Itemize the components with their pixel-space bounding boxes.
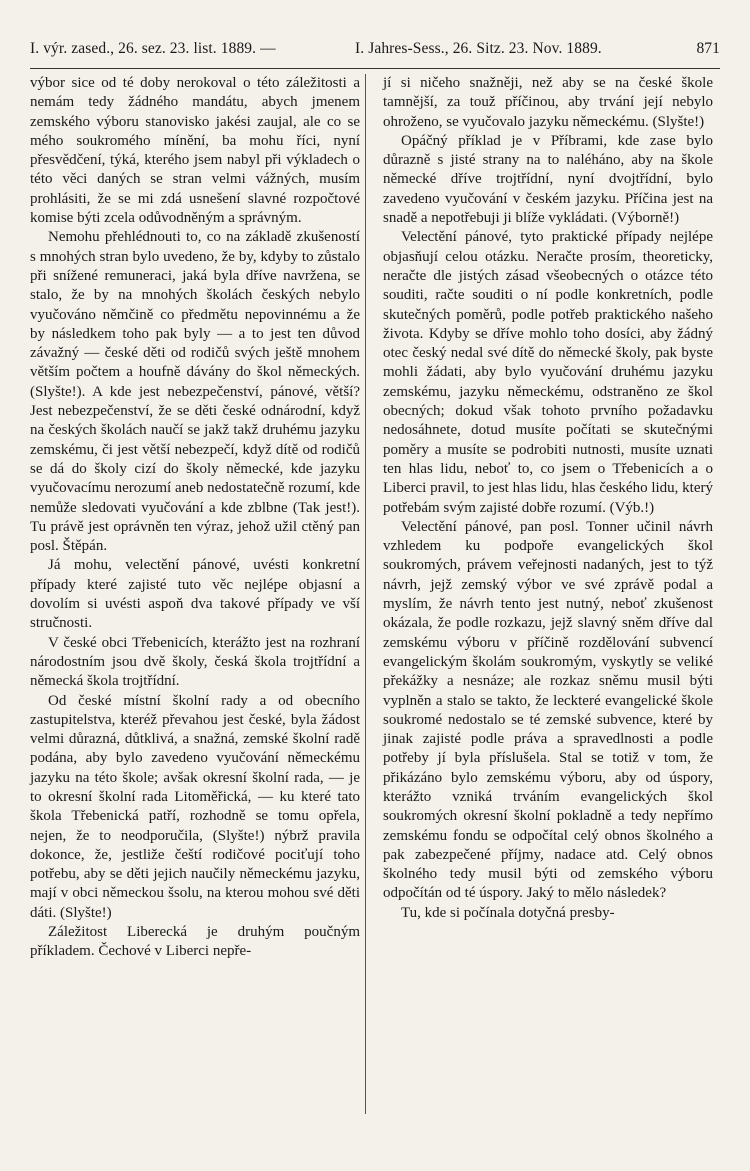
paragraph: Od české místní školní rady a od obecního zastupitelstva, kteréž převahou jest české, byla žádost velmi důrazná, důtklivá, a snažná, zemské školní radě podána, aby bylo zavedeno vyučování německému jazyku na této škole; avšak okresní školní rada, — je to okresní školní rada Litoměřická, — ku které tato škola Třebenická patří, rozhodně se tomu opřela, nejen, že to neodporučila, (Slyšte!) nýbrž pravila dokonce, že, jestliže čeští rodičové pociťují toho potřebu, aby se děti jejich naučily německému jazyku, mají v obci německou šsolu, na kterou mohou své děti dáti. (Slyšte!) — [30, 692, 360, 921]
paragraph: Velectění pánové, pan posl. Tonner učinil návrh vzhledem ku podpoře evangelických škol soukromých, právem veřejnosti nadaných, jest to týž návrh, jejž zemský výbor ve své zprávě podal a myslím, že návrh tento jest nutný, neboť zkušenost okázala, že podle rozkazu, jejž slavný sněm dříve dal zemskému výboru v příčině rozdělování subvencí evangelickým školám soukromým, vyskytly se veliké překážky a nesnáze; ale rozkaz sněmu musil býti vyplněn a stalo se takto, že leckteré evangelické škole soukromé nedostalo se té zemské subvence, které by jinak zajisté podle práva a spravedlnosti a podle potřeby jí byla příslušela. Stal se totiž v tom, že přikázáno bylo zemskému výboru, aby od úspory, kterážto vzniká trváním evangelických škol soukromých okresní školní pokladně a tedy nepřímo zemskému fondu se odpočítal celý obnos školného a pak zabezpečené příjmy, nadace atd. Celý obnos školného tedy musil býti od zemského výboru odpočítán od té úspory. Jaký to mělo následek? — [383, 518, 713, 902]
paragraph: Nemohu přehlédnouti to, co na základě zkušeností s mnohých stran bylo uvedeno, že by, kdyby to zůstalo při snížené remuneraci, jaká byla dříve navržena, se stalo, že by na mnohých školách českých nebylo vyučováno němčině co předmětu nepovinnému a že by následkem toho pak byly — a to jest ten důvod závažný — české děti od rodičů svých ještě mnohem větším počtem a houfně dávány do škol německých. (Slyšte!). A kde jest nebezpečenství, pánové, větší? Jest nebezpečenství, že se děti české odnárodní, když na českých školách naučí se jakž takž druhému jazyku zemskému, či jest větší nebezpečí, když dítě od rodičů se dá do školy cizí do školy německé, kde jazyku vyučovacímu nerozumí aneb nedostatečně rozumí, kde nemůže sledovati vyučování a kde zblbne (Tak jest!). Tu právě jest oprávněn ten výraz, jehož užil ctěný pan posl. Štěpán. — [30, 229, 360, 555]
paragraph: V české obci Třebenicích, kterážto jest na rozhraní národostním jsou dvě školy, česká škola trojtřídní a německá škola trojtřídní. — [30, 634, 360, 690]
paragraph: Opáčný příklad je v Příbrami, kde zase bylo důrazně s jisté strany na to naléháno, aby na škole německé dříve trojtřídní, nyní dvojtřídní, bylo zavedeno vyučování v českém jazyku. Příčina jest na snadě a nepotřebuji ji blíže vykládati. (Výborně!) — [383, 132, 713, 227]
paragraph: jí si ničeho snažněji, než aby se na české škole tamnější, za touž příčinou, aby trvání její nebylo ohroženo, se vyučovalo jazyku německému. (Slyšte!) — [383, 75, 713, 130]
paragraph: Záležitost Liberecká je druhým poučným příkladem. Čechové v Liberci nepře- — [30, 924, 360, 960]
running-header — [30, 40, 720, 66]
paragraph: Tu, kde si počínala dotyčná presby- — [401, 904, 615, 921]
right-column — [383, 74, 713, 923]
paragraph: Já mohu, velectění pánové, uvésti konkretní případy které zajisté tuto věc nejlépe objasní a dovolím si uvésti aspoň dva takové případy ve vší stručnosti. — [30, 557, 360, 632]
header-german: I. Jahres-Sess., 26. Sitz. 23. Nov. 1889. — [355, 40, 602, 57]
paragraph: Velectění pánové, tyto praktické případy nejlépe objasňují celou otázku. Neračte prosím, theoreticky, neračte dle jistých zásad všeobecných o otázce této souditi, račte souditi o ní podle konkretních, podle skutečných poměrů, podle potřeb praktického našeho života. Kdyby se dříve mohlo toho dosíci, aby žádný otec český nedal své dítě do německé školy, pak byste mohli žádati, aby bylo vyučování druhému jazyku zemskému, jazyku německému, odstraněno ze škol obecných; dokud však tohoto prvního požadavku nedosáhnete, dotud musíte počítati se skutečnými poměry a musíte se podrobiti nutnosti, musíte uznati ten hlas lidu, neboť to, co jsem o Třebenicích a o Liberci pravil, to jest hlas lidu, hlas českého lidu, který potřebám svým zajisté dobře rozumí. (Výb.!) — [383, 229, 713, 516]
paragraph: výbor sice od té doby nerokoval o této záležitosti a nemám tedy žádného mandátu, abych jmenem zemského výboru stanovisko jakési zaujal, ale co se mého soukromého mínění, ba mohu říci, nyní přesvědčení, týká, kterého jsem nabyl při výkladech o této věci daných se stran velmi vážných, musím prohlásiti, že se mi zdá usnešení slavné rozpočtové komise býti zcela odůvodněným a správným. — [30, 75, 360, 227]
header-czech: I. výr. zased., 26. sez. 23. list. 1889. — — [30, 40, 276, 57]
column-divider — [365, 74, 366, 1114]
left-column — [30, 74, 360, 962]
header-rule — [30, 68, 720, 69]
page-number: 871 — [696, 40, 720, 57]
